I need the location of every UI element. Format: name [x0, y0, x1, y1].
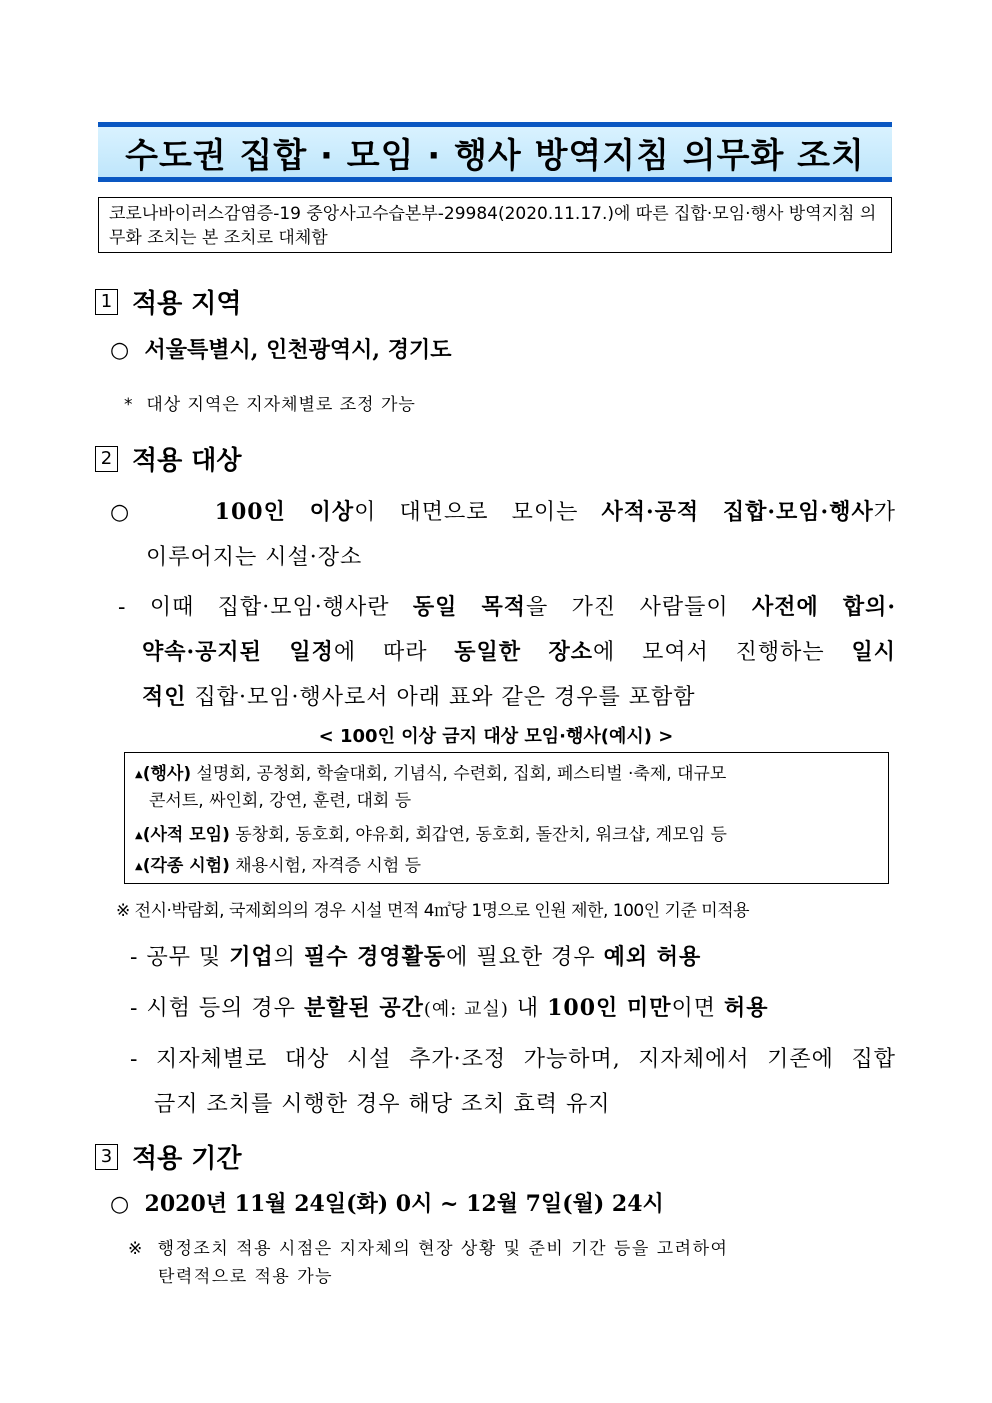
emph: 약속·공지된 일정: [142, 639, 334, 665]
def-line3: [118, 675, 896, 720]
example-text: 채용시험, 자격증 시험 등: [229, 856, 422, 876]
text: 에 따라: [333, 640, 455, 665]
section-3-header: [95, 1138, 242, 1175]
text: 내: [508, 996, 548, 1021]
emph: 예외 허용: [603, 944, 702, 970]
table-caption: < 100인 이상 금지 대상 모임·행사(예시) >: [318, 726, 674, 747]
exception-3: [130, 1037, 896, 1127]
circle-bullet-icon: ○: [110, 1191, 130, 1217]
section-number: 3: [95, 1144, 118, 1170]
emph: 허용: [723, 995, 769, 1021]
emph: 동일한 장소: [454, 639, 594, 665]
emph: 일시: [851, 639, 897, 665]
dash-icon: -: [130, 945, 139, 970]
triangle-bullet-icon: ▲: [135, 769, 143, 780]
s3-bullet: [110, 1187, 664, 1218]
title-banner: [98, 122, 892, 182]
s2-dash-definition: [118, 585, 896, 720]
exc3-line2: 금지 조치를 시행한 경우 해당 조치 효력 유지: [154, 1092, 611, 1117]
dash-icon: -: [130, 996, 139, 1021]
example-row: [135, 853, 878, 880]
section-title: 적용 기간: [132, 1144, 242, 1174]
emph: 필수 경영활동: [303, 944, 447, 970]
text: 시험 등의 경우: [146, 996, 304, 1021]
s1-note-text: 대상 지역은 지자체별로 조정 가능: [146, 395, 416, 415]
dash-icon: -: [130, 1047, 139, 1072]
circle-bullet-icon: ○: [110, 337, 130, 363]
s2-bullet-line1: [110, 490, 896, 535]
section-1-header: [95, 283, 242, 320]
section-2-header: [95, 440, 242, 477]
ref-note: ※ 전시·박람회, 국제회의의 경우 시설 면적 4㎡당 1명으로 인원 제한, 100인 기준 미적용: [116, 901, 750, 921]
emph: 100인 이상: [214, 499, 355, 525]
text: 이 대면으로 모이는: [354, 500, 602, 525]
s1-note: [124, 390, 416, 415]
emph: 사전에 합의·: [752, 594, 896, 620]
section-number: 1: [95, 289, 118, 315]
text: 집합·모임·행사로서 아래 표와 같은 경우를 포함함: [186, 685, 696, 710]
exc3-line1: [130, 1037, 896, 1082]
text: 지자체별로 대상 시설 추가·조정 가능하며, 지자체에서 기존에 집합: [156, 1047, 897, 1072]
example-label: (각종 시험): [142, 856, 230, 876]
s3-note: [128, 1235, 728, 1291]
text: 을 가진 사람들이: [526, 595, 752, 620]
emph: 적인: [142, 684, 187, 710]
text: 에 모여서 진행하는: [593, 640, 852, 665]
s2-bullet: [110, 490, 896, 580]
emph: 동일 목적: [412, 594, 527, 620]
section-number: 2: [95, 446, 118, 472]
example-row-cont: 콘서트, 싸인회, 강연, 훈련, 대회 등: [149, 791, 412, 811]
text: 공무 및: [146, 945, 230, 970]
asterisk-icon: *: [124, 395, 134, 415]
reference-mark-icon: ※: [128, 1239, 144, 1259]
emph: 기업: [229, 944, 274, 970]
example-row: [135, 822, 878, 849]
example-text: 동창회, 동호회, 야유회, 회갑연, 동호회, 돌잔치, 워크샵, 계모임 등: [229, 825, 727, 845]
emph: 100인 미만: [547, 995, 672, 1021]
s1-bullet-text: 서울특별시, 인천광역시, 경기도: [144, 337, 452, 363]
exception-2: [130, 986, 768, 1032]
s2-bullet-line2: 이루어지는 시설·장소: [146, 545, 363, 570]
text: 이면: [671, 996, 724, 1021]
example-text: 설명회, 공청회, 학술대회, 기념식, 수련회, 집회, 페스티벌 ·축제, 대규모: [191, 764, 727, 784]
text: 의: [273, 945, 304, 970]
circle-bullet-icon: ○: [110, 500, 146, 525]
emph: 분할된 공간: [303, 995, 424, 1021]
example-row: [135, 761, 878, 788]
notice-box: 코로나바이러스감염증-19 중앙사고수습본부-29984(2020.11.17.)에 따른 집합·모임·행사 방역지침 의무화 조치는 본 조치로 대체함: [98, 197, 892, 253]
page-title: 수도권 집합 · 모임 · 행사 방역지침 의무화 조치: [125, 135, 865, 176]
dash-icon: -: [118, 595, 127, 620]
section-title: 적용 지역: [132, 289, 242, 319]
emph: 사적·공적 집합·모임·행사: [601, 499, 874, 525]
exception-1: [130, 935, 701, 980]
text: 이때 집합·모임·행사란: [149, 595, 413, 620]
example-label: (행사): [142, 764, 192, 784]
def-line1: [118, 585, 896, 630]
section-title: 적용 대상: [132, 446, 242, 476]
s3-bullet-text: 2020년 11월 24일(화) 0시 ~ 12월 7일(월) 24시: [144, 1191, 664, 1217]
s3-note-line2: 탄력적으로 적용 가능: [158, 1267, 334, 1287]
triangle-bullet-icon: ▲: [135, 861, 143, 872]
text: 행정조치 적용 시점은 지자체의 현장 상황 및 준비 기간 등을 고려하여: [157, 1239, 729, 1259]
s1-bullet: [110, 333, 451, 364]
text: (예: 교실): [423, 999, 509, 1020]
def-line2: [118, 630, 896, 675]
text: 에 필요한 경우: [446, 945, 604, 970]
examples-box: [124, 752, 889, 884]
triangle-bullet-icon: ▲: [135, 830, 143, 841]
text: 가: [873, 500, 896, 525]
example-label: (사적 모임): [142, 825, 230, 845]
s3-note-line1: [128, 1235, 728, 1263]
